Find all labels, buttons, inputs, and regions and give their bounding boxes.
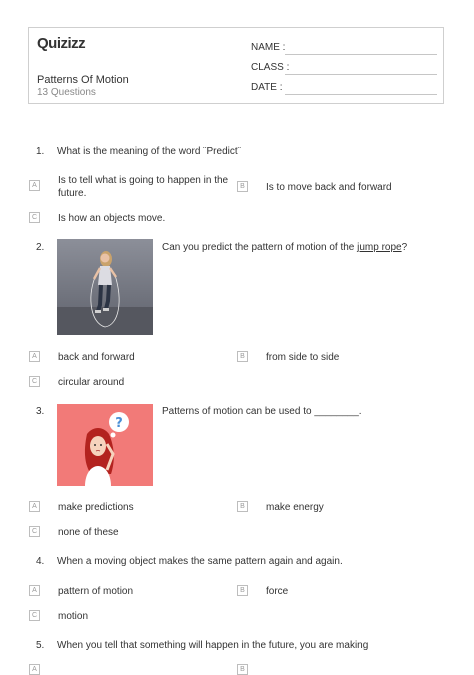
option-text: Is to tell what is going to happen in the future. [58, 175, 229, 199]
option-text: motion [58, 611, 89, 622]
question-2-text-end: ? [401, 242, 408, 253]
question-5-text: When you tell that something will happen in the future, you are making [57, 640, 369, 651]
option-letter-box: C [29, 212, 40, 223]
option-text: none of these [58, 527, 119, 538]
svg-text:?: ? [115, 416, 123, 431]
option-text: make predictions [58, 502, 134, 513]
option-letter-box: B [237, 664, 248, 675]
option-letter-box: B [237, 501, 248, 512]
option-text: Is how an objects move. [58, 213, 166, 224]
question-2-number: 2. [36, 242, 45, 253]
name-line [285, 54, 437, 55]
question-1-text: What is the meaning of the word ¨Predict¨ [57, 146, 241, 157]
question-4-number: 4. [36, 556, 45, 567]
option-text: Is to move back and forward [266, 182, 392, 193]
class-line [285, 74, 437, 75]
question-3-text: Patterns of motion can be used to ________. [162, 406, 362, 417]
option-text: pattern of motion [58, 586, 134, 597]
option-letter-box: B [237, 181, 248, 192]
option-letter-box: C [29, 610, 40, 621]
option-letter-box: A [29, 351, 40, 362]
quizizz-logo: Quizizz [37, 35, 86, 52]
option-letter-box: A [29, 501, 40, 512]
name-label: NAME : [251, 42, 286, 53]
option-letter-box: C [29, 526, 40, 537]
option-letter-box: B [237, 351, 248, 362]
option-text: force [266, 586, 289, 597]
date-label: DATE : [251, 82, 283, 93]
option-letter-box: C [29, 376, 40, 387]
option-text: make energy [266, 502, 324, 513]
option-text: from side to side [266, 352, 340, 363]
question-5-number: 5. [36, 640, 45, 651]
option-letter-box: B [237, 585, 248, 596]
option-letter-box: A [29, 664, 40, 675]
jump-rope-link[interactable]: jump rope [357, 242, 402, 253]
option-text: circular around [58, 377, 125, 388]
option-letter-box: A [29, 180, 40, 191]
option-letter-box: A [29, 585, 40, 596]
question-1-number: 1. [36, 146, 45, 157]
question-count: 13 Questions [37, 87, 96, 98]
worksheet-header [28, 27, 444, 104]
question-2-text [162, 242, 407, 253]
question-2-text-start: Can you predict the pattern of motion of the [162, 242, 358, 253]
question-4-text: When a moving object makes the same pattern again and again. [57, 556, 343, 567]
class-label: CLASS : [251, 62, 290, 73]
thinking-girl-image [57, 404, 153, 486]
worksheet-title: Patterns Of Motion [37, 74, 129, 86]
option-text: back and forward [58, 352, 135, 363]
date-line [285, 94, 437, 95]
question-3-number: 3. [36, 406, 45, 417]
jump-rope-girl-image [57, 239, 153, 335]
